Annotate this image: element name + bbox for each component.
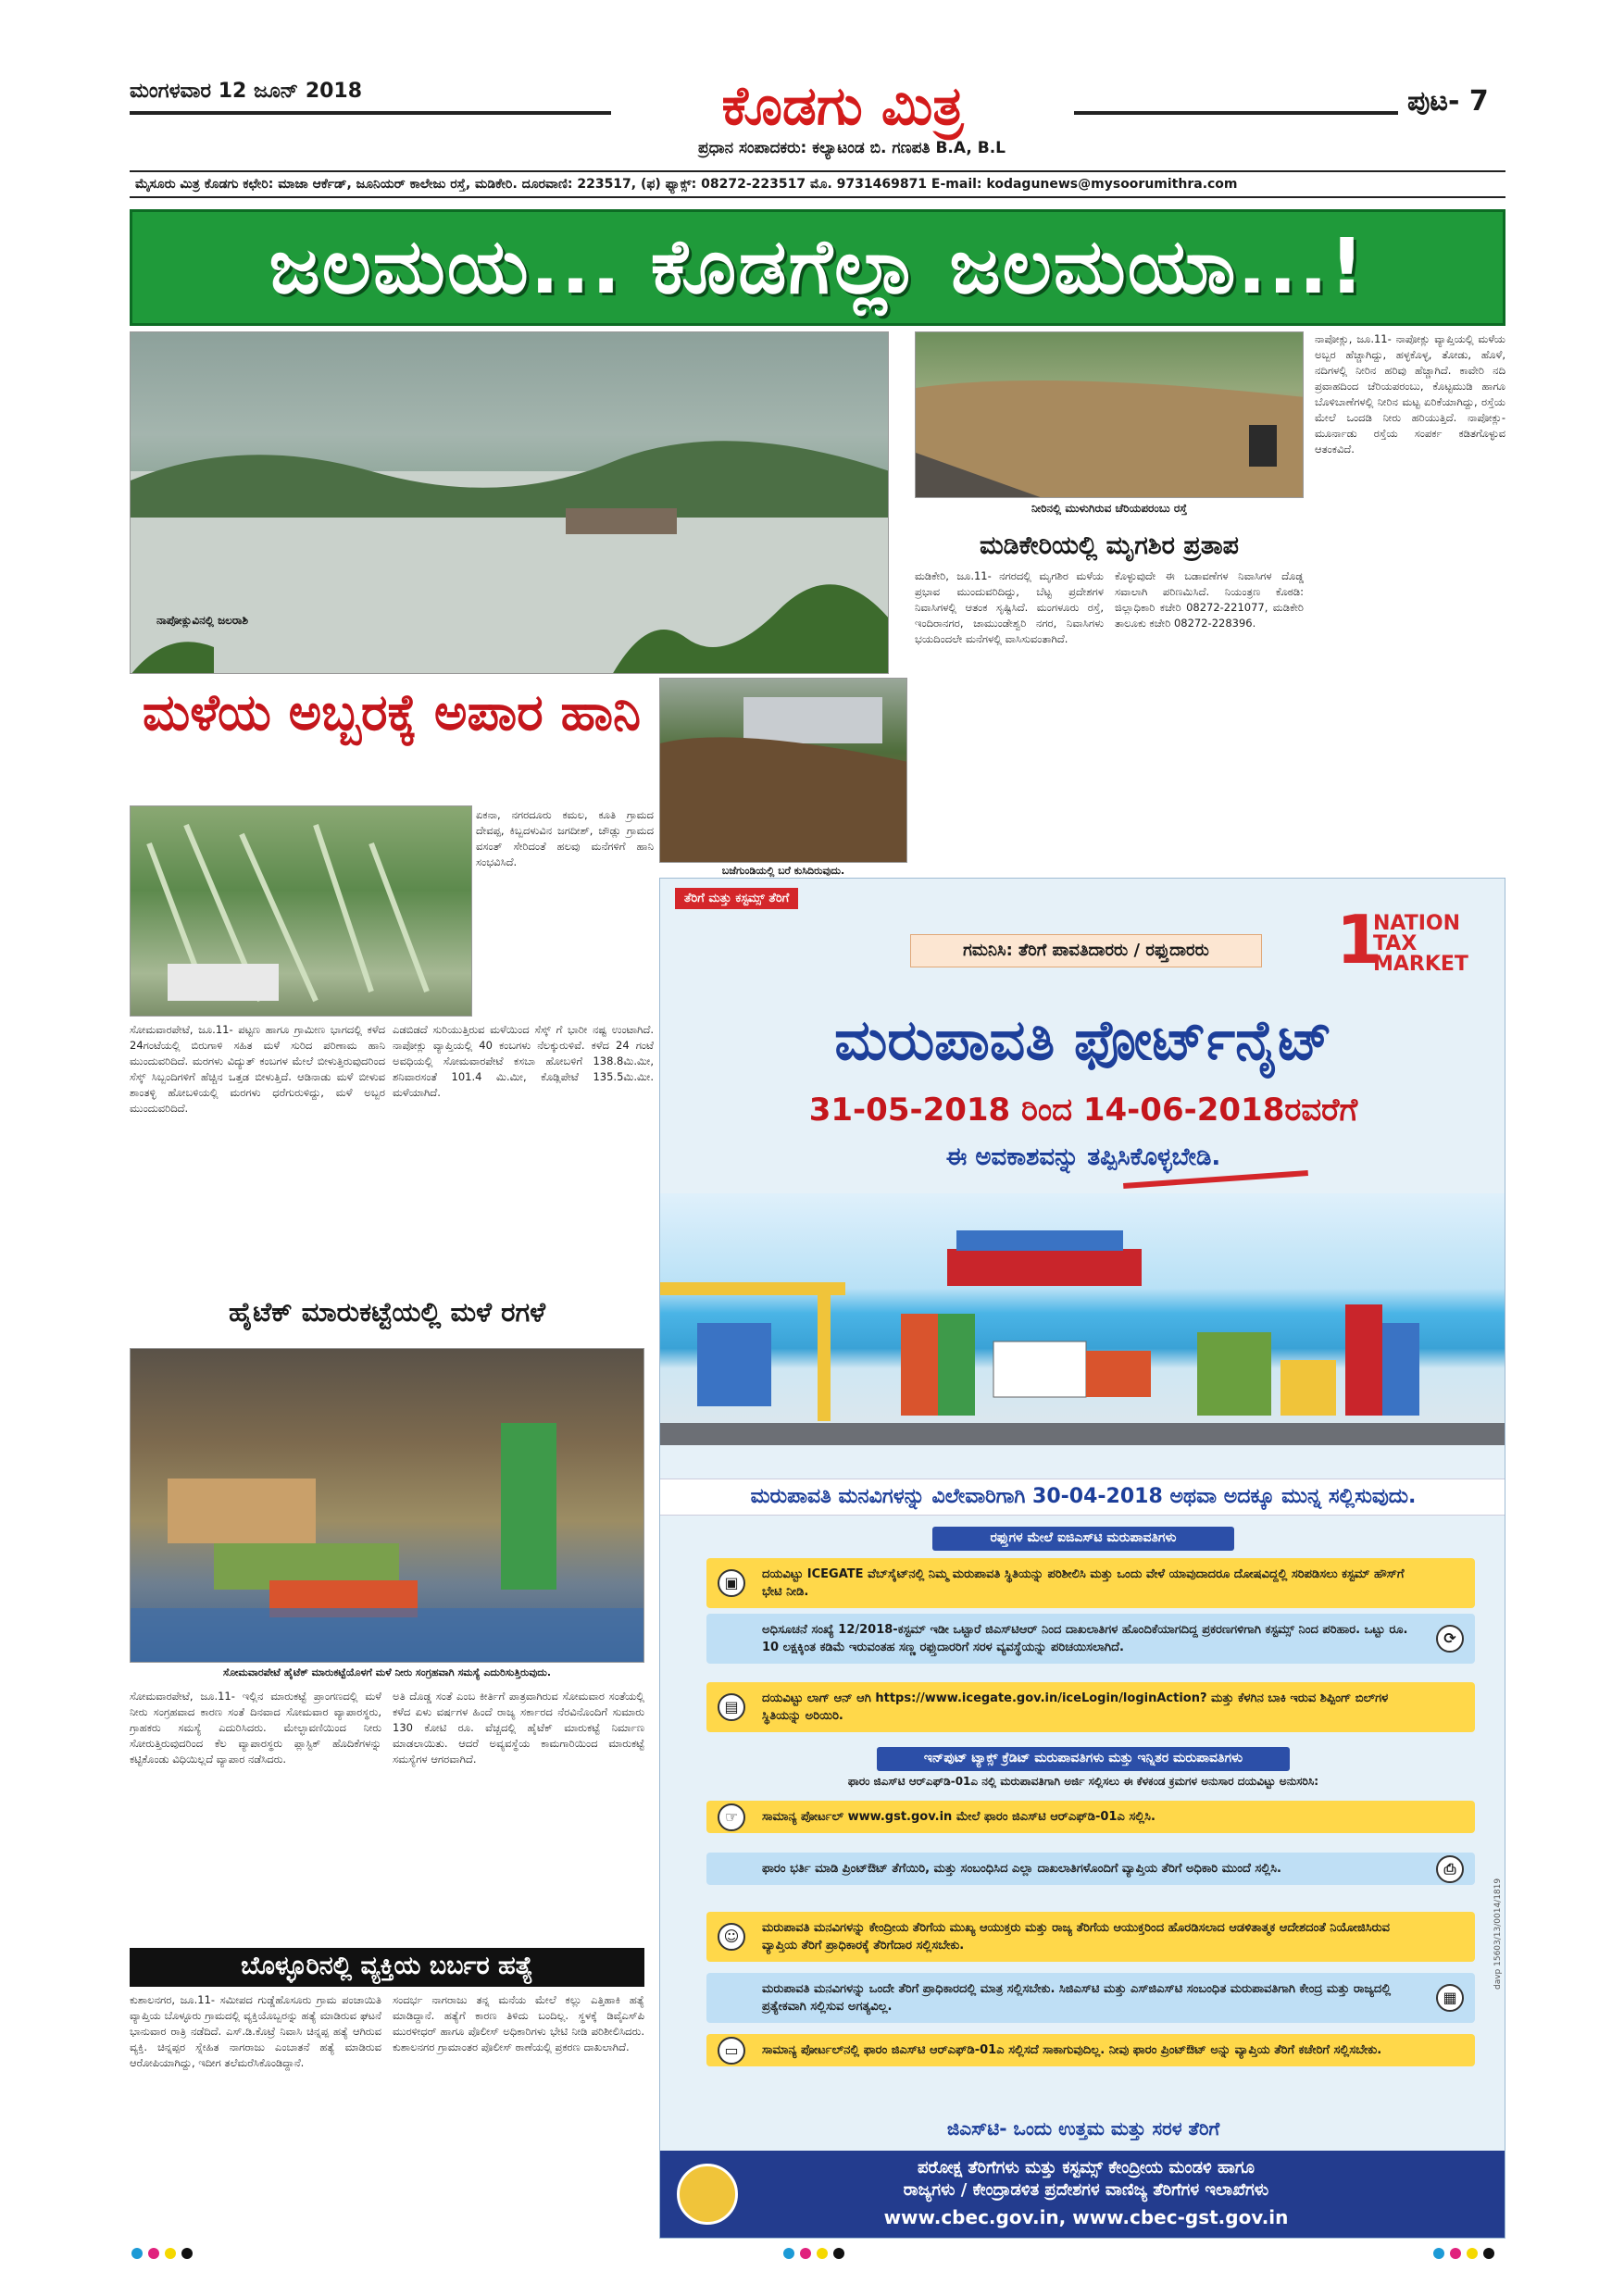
yellow-dot-icon (817, 2248, 828, 2259)
ad-top-tag: ತೆರಿಗೆ ಮತ್ತು ಕಸ್ಟಮ್ಸ್ ತೆರಿಗೆ (675, 888, 798, 909)
contact-bar: ಮೈಸೂರು ಮಿತ್ರ ಕೊಡಗು ಕಛೇರಿ: ಮಾಜಾ ಆರ್ಕೆಡ್, ಜೂನಿಯರ್ ಕಾಲೇಜು ರಸ್ತೆ, ಮಡಿಕೇರಿ. ದೂರವಾಣಿ: 223517, (ಫ) ಫ್ಯಾಕ್ಸ್: 08272-223517 ಮೊ. 9731469871 E-mail: kodagunews@mysoorumithra.com (130, 170, 1505, 198)
computer-icon: ▣ (718, 1569, 745, 1597)
flooded-road-photo (915, 331, 1304, 498)
cbec-emblem-icon (677, 2164, 738, 2225)
itc-section-label: ಇನ್‌ಪುಟ್ ಟ್ಯಾಕ್ಸ್ ಕ್ರೆಡಿಟ್ ಮರುಪಾವತಿಗಳು ಮತ್ತು ಇನ್ನಿತರ ಮರುಪಾವತಿಗಳು (877, 1747, 1290, 1771)
port-illustration (660, 1193, 1505, 1443)
yellow-dot-icon (165, 2248, 176, 2259)
masthead-rule-right (1074, 111, 1398, 115)
ad-step-gst-portal (706, 1801, 1475, 1833)
rain-damage-headline: ಮಳೆಯ ಅಬ್ಬರಕ್ಕೆ ಅಪಾರ ಹಾನಿ (142, 682, 642, 742)
rain-story-text-3: ಎಡಬಿಡದೆ ಸುರಿಯುತ್ತಿರುವ ಮಳೆಯಿಂದ ಸೆಸ್ಕ್ ಗೆ ಭಾರೀ ನಷ್ಟ ಉಂಟಾಗಿದೆ. ನಾಪೋಕ್ಲು ವ್ಯಾಪ್ತಿಯಲ್ಲಿ 40 ಕಂಬಗಳು ನೆಲಕ್ಕುರುಳಿವೆ. ಕಳೆದ 24 ಗಂಟೆ ಅವಧಿಯಲ್ಲಿ ಸೋಮವಾರಪೇಟೆ ಕಸಬಾ ಹೋಬಳಿಗೆ 138.8ಮಿ.ಮೀ, ಶನಿವಾರಸಂತೆ 101.4 ಮಿ.ಮೀ, ಕೊಡ್ಲಿಪೇಟೆ 135.5ಮಿ.ಮೀ. ಮಳೆಯಾಗಿದೆ. (393, 1023, 654, 1099)
printer-icon: ⎙ (1436, 1855, 1464, 1883)
chief-editor: ಪ್ರಧಾನ ಸಂಪಾದಕರು: ಕಲ್ಯಾಟಂಡ ಬಿ. ಗಣಪತಿ B.A, B.L (698, 139, 1006, 157)
ad-step-single-authority (706, 1973, 1475, 2023)
rain-story-text-1: ಸೋಮವಾರಪೇಟೆ, ಜೂ.11- ಪಟ್ಟಣ ಹಾಗೂ ಗ್ರಾಮೀಣ ಭಾಗದಲ್ಲಿ ಕಳೆದ 24ಗಂಟೆಯಲ್ಲಿ ಬಿರುಗಾಳಿ ಸಹಿತ ಮಳೆ ಸುರಿದ ಪರಿಣಾಮ ಹಾನಿ ಮುಂದುವರಿದಿದೆ. ಮರಗಳು ವಿದ್ಯುತ್ ಕಂಬಗಳ ಮೇಲೆ ಬೀಳುತ್ತಿರುವುದರಿಂದ ಸೆಸ್ಕ್ ಸಿಬ್ಬಂದಿಗಳಿಗೆ ಹೆಚ್ಚಿನ ಒತ್ತಡ ಬೀಳುತ್ತಿದೆ. ಆಡಿನಾಡು ಮಳೆ ಬೀಳುವ ಶಾಂತಳ್ಳಿ ಹೋಬಳಿಯಲ್ಲಿ ಮರಗಳು ಧರೆಗುರುಳಿದ್ದು, ಮಳೆ ಅಬ್ಬರ ಮುಂದುವರಿದಿದೆ. (130, 1023, 385, 1115)
issue-date: ಮಂಗಳವಾರ 12 ಜೂನ್ 2018 (130, 80, 363, 103)
ad-title: ಮರುಪಾವತಿ ಫೋರ್ಟ್‌ನೈಟ್ (834, 1008, 1332, 1073)
logo-text-1: NATION (1373, 912, 1461, 935)
icegate-login-link[interactable]: https://www.icegate.gov.in/iceLogin/loginAction? (875, 1691, 1207, 1705)
davp-code: davp 15603/13/0014/1819 (1493, 1878, 1503, 1990)
officer-icon: ☺ (718, 1923, 745, 1951)
market-story-text-2: ಅತಿ ದೊಡ್ಡ ಸಂತೆ ಎಂಬ ಕೀರ್ತಿಗೆ ಪಾತ್ರವಾಗಿರುವ ಸೋಮವಾರ ಸಂತೆಯಲ್ಲಿ ಕಳೆದ ಏಳು ವರ್ಷಗಳ ಹಿಂದೆ ರಾಜ್ಯ ಸರ್ಕಾರದ ನೆರವಿನೊಂದಿಗೆ ಸುಮಾರು 130 ಕೋಟಿ ರೂ. ವೆಚ್ಚದಲ್ಲಿ ಹೈಟೆಕ್ ಮಾರುಕಟ್ಟೆ ನಿರ್ಮಾಣ ಮಾಡಲಾಯಿತು. ಆದರೆ ಅವ್ಯವಸ್ಥೆಯ ಕಾಮಗಾರಿಯಿಂದ ಮಾರುಕಟ್ಟೆ ಸಮಸ್ಯೆಗಳ ಆಗರವಾಗಿದೆ. (393, 1690, 644, 1766)
magenta-dot-icon (800, 2248, 811, 2259)
flooded-road-art (916, 332, 1304, 498)
magenta-dot-icon (148, 2248, 159, 2259)
ad-footer-line-1: ಪರೋಕ್ಷ ತೆರಿಗೆಗಳು ಮತ್ತು ಕಸ್ಟಮ್ಸ್ ಕೇಂದ್ರೀಯ ಮಂಡಳಿ ಹಾಗೂ (917, 2158, 1255, 2177)
market-headline: ಹೈಟೆಕ್ ಮಾರುಕಟ್ಟೆಯಲ್ಲಿ ಮಳೆ ರಗಳೆ (228, 1296, 546, 1328)
madikeri-story-text-2: ಕೊಳ್ಳುವುದೇ ಈ ಬಡಾವಣೆಗಳ ನಿವಾಸಿಗಳ ದೊಡ್ಡ ಸವಾಲಾಗಿ ಪರಿಣಮಿಸಿದೆ. ನಿಯಂತ್ರಣ ಕೊಠಡಿ: ಜಿಲ್ಲಾಧಿಕಾರಿ ಕಚೇರಿ 08272-221077, ಮಡಿಕೇರಿ ತಾಲೂಕು ಕಚೇರಿ 08272-228396. (1115, 569, 1304, 630)
murder-headline: ಬೊಳ್ಳೂರಿನಲ್ಲಿ ವ್ಯಕ್ತಿಯ ಬರ್ಬರ ಹತ್ಯೆ (130, 1948, 644, 1987)
port-illustration-art (660, 1193, 1505, 1443)
black-dot-icon (833, 2248, 844, 2259)
cyan-dot-icon (783, 2248, 794, 2259)
ad-step-suffix: ಮೇಲೆ ಫಾರಂ ಜಿಎಸ್‌ಟಿ ಆರ್‌ಎಫ್‌ಡಿ-01ಎ ಸಲ್ಲಿಸಿ. (956, 1810, 1156, 1824)
newspaper-title: ಕೊಡಗು ಮಿತ್ರ (721, 74, 964, 137)
itc-section-subtitle: ಫಾರಂ ಜಿಎಸ್‌ಟಿ ಆರ್‌ಎಫ್‌ಡಿ-01ಎ ನಲ್ಲಿ ಮರುಪಾವತಿಗಾಗಿ ಅರ್ಜಿ ಸಲ್ಲಿಸಲು ಈ ಕೆಳಕಂಡ ಕ್ರಮಗಳ ಅನುಸಾರ ದಯವಿಟ್ಟು ಅನುಸರಿಸಿ: (847, 1775, 1319, 1788)
cyan-dot-icon (131, 2248, 143, 2259)
document-icon: ▦ (1436, 1984, 1464, 2012)
ad-footer-line-2: ರಾಜ್ಯಗಳು / ಕೇಂದ್ರಾಡಳಿತ ಪ್ರದೇಶಗಳ ವಾಣಿಜ್ಯ ತೆರಿಗೆಗಳ ಇಲಾಖೆಗಳು (903, 2180, 1269, 2200)
ad-footer-websites[interactable]: www.cbec.gov.in, www.cbec-gst.gov.in (883, 2206, 1289, 2228)
market-photo-caption: ಸೋಮವಾರಪೇಟೆ ಹೈಟೆಕ್ ಮಾರುಕಟ್ಟೆಯೊಳಗೆ ಮಳೆ ನೀರು ಸಂಗ್ರಹವಾಗಿ ಸಮಸ್ಯೆ ಎದುರಿಸುತ್ತಿರುವುದು. (222, 1666, 552, 1678)
yellow-dot-icon (1467, 2248, 1478, 2259)
ad-step-printout (706, 1853, 1475, 1885)
black-dot-icon (181, 2248, 193, 2259)
ad-step-suffix: ಮತ್ತು ಕೆಳಗಿನ ಬಾಕಿ ಇರುವ ಶಿಪ್ಪಿಂಗ್ ಬಿಲ್‌ಗಳ ಸ್ಥಿತಿಯನ್ನು ಅರಿಯಿರಿ. (762, 1691, 1389, 1723)
ad-step-text: ದಯವಿಟ್ಟು ICEGATE ವೆಬ್‌ಸೈಟ್‌ನಲ್ಲಿ ನಿಮ್ಮ ಮರುಪಾವತಿ ಸ್ಥಿತಿಯನ್ನು ಪರಿಶೀಲಿಸಿ ಮತ್ತು ಒಂದು ವೇಳೆ ಯಾವುದಾದರೂ ದೋಷವಿದ್ದಲ್ಲಿ ಸರಿಪಡಿಸಲು ಕಸ್ಟಮ್ ಹೌಸ್‌ಗೆ ಭೇಟಿ ನೀಡಿ. (762, 1567, 1405, 1599)
hand-pointer-icon: ☞ (718, 1803, 745, 1831)
logo-number: 1 (1336, 901, 1383, 979)
napoklu-story-text: ನಾಪೋಕ್ಲು, ಜೂ.11- ನಾಪೋಕ್ಲು ವ್ಯಾಪ್ತಿಯಲ್ಲಿ ಮಳೆಯ ಅಬ್ಬರ ಹೆಚ್ಚಾಗಿದ್ದು, ಹಳ್ಳಕೊಳ್ಳ, ತೋಡು, ಹೊಳೆ, ನದಿಗಳಲ್ಲಿ ನೀರಿನ ಹರಿವು ಹೆಚ್ಚಾಗಿದೆ. ಕಾವೇರಿ ನದಿ ಪ್ರವಾಹದಿಂದ ಚೆರಿಯಪರಂಬು, ಕೊಟ್ಟಮುಡಿ ಹಾಗೂ ಬೊಳಿಬಾಣೆಗಳಲ್ಲಿ ನೀರಿನ ಮಟ್ಟ ಏರಿಕೆಯಾಗಿದ್ದು, ರಸ್ತೆಯ ಮೇಲೆ ಒಂದಡಿ ನೀರು ಹರಿಯುತ್ತಿದೆ. ನಾಪೋಕ್ಲು-ಮೂರ್ನಾಡು ರಸ್ತೆಯ ಸಂಪರ್ಕ ಕಡಿತಗೊಳ್ಳುವ ಆತಂಕವಿದೆ. (1315, 332, 1505, 455)
murder-story-text-2: ಸಂದರ್ಭ ನಾಗರಾಜು ತನ್ನ ಮನೆಯ ಮೇಲೆ ಕಲ್ಲು ಎತ್ತಿಹಾಕಿ ಹತ್ಯೆ ಮಾಡಿದ್ದಾನೆ. ಹತ್ಯೆಗೆ ಕಾರಣ ತಿಳಿದು ಬಂದಿಲ್ಲ. ಸ್ಥಳಕ್ಕೆ ಡಿವೈಎಸ್‌ಪಿ ಮುರಳೀಧರ್ ಹಾಗೂ ಪೊಲೀಸ್ ಅಧಿಕಾರಿಗಳು ಭೇಟಿ ನೀಡಿ ಪರಿಶೀಲಿಸಿದರು. ಕುಶಾಲನಗರ ಗ್ರಾಮಾಂತರ ಪೊಲೀಸ್ ಠಾಣೆಯಲ್ಲಿ ಪ್ರಕರಣ ದಾಖಲಾಗಿದೆ. (393, 1993, 644, 2053)
logo-text-3: MARKET (1373, 953, 1468, 976)
refresh-icon: ⟳ (1436, 1625, 1464, 1653)
black-dot-icon (1483, 2248, 1494, 2259)
ad-deadline-band: ಮರುಪಾವತಿ ಮನವಿಗಳನ್ನು ವಿಲೇವಾರಿಗಾಗಿ 30-04-2018 ಅಥವಾ ಅದಕ್ಕೂ ಮುನ್ನ ಸಲ್ಲಿಸುವುದು. (660, 1479, 1505, 1516)
ad-step-text: ಮರುಪಾವತಿ ಮನವಿಗಳನ್ನು ಒಂದೇ ತೆರಿಗೆ ಪ್ರಾಧಿಕಾರದಲ್ಲಿ ಮಾತ್ರ ಸಲ್ಲಿಸಬೇಕು. ಸಿಜಿಎಸ್‌ಟಿ ಮತ್ತು ಎಸ್‌ಜಿಎಸ್‌ಟಿ ಸಂಬಂಧಿತ ಮರುಪಾವತಿಗಾಗಿ ಕೇಂದ್ರ ಮತ್ತು ರಾಜ್ಯದಲ್ಲಿ ಪ್ರತ್ಯೇಕವಾಗಿ ಸಲ್ಲಿಸುವ ಅಗತ್ಯವಿಲ್ಲ. (762, 1982, 1392, 2014)
ad-step-text: ಅಧಿಸೂಚನೆ ಸಂಖ್ಯೆ 12/2018-ಕಸ್ಟಮ್ ಇಡೀ ಒಟ್ಟಾರೆ ಜಿಎಸ್‌ಟಿಆರ್ ನಿಂದ ದಾಖಲಾತಿಗಳ ಹೊಂದಿಕೆಯಾಗದಿದ್ದ ಪ್ರಕರಣಗಳಿಗಾಗಿ ಕಸ್ಟಮ್ಸ್ ನಿಂದ ಪರಿಹಾರ. ಒಟ್ಟು ರೂ. 10 ಲಕ್ಷಕ್ಕಿಂತ ಕಡಿಮೆ ಇರುವಂತಹ ಸಣ್ಣ ರಫ್ತುದಾರರಿಗೆ ಸರಳ ವ್ಯವಸ್ಥೆಯನ್ನು ಪರಿಚಯಿಸಲಾಗಿದೆ. (762, 1623, 1408, 1654)
madikeri-story-text-1: ಮಡಿಕೇರಿ, ಜೂ.11- ನಗರದಲ್ಲಿ ಮೃಗಶಿರ ಮಳೆಯ ಪ್ರಭಾವ ಮುಂದುವರಿದಿದ್ದು, ಬೆಟ್ಟ ಪ್ರದೇಶಗಳ ನಿವಾಸಿಗಳಲ್ಲಿ ಆತಂಕ ಸೃಷ್ಟಿಸಿದೆ. ಮಂಗಳೂರು ರಸ್ತೆ, ಇಂದಿರಾನಗರ, ಚಾಮುಂಡೇಶ್ವರಿ ನಗರ, ನಿವಾಸಿಗಳು ಭಯದಿಂದಲೇ ಮನೆಗಳಲ್ಲಿ ವಾಸಿಸುವಂತಾಗಿದೆ. (915, 569, 1104, 645)
cyan-dot-icon (1433, 2248, 1444, 2259)
color-registration-marks-center (783, 2248, 844, 2259)
ad-step-jurisdiction (706, 1912, 1475, 1962)
ad-step-text: ಫಾರಂ ಭರ್ತಿ ಮಾಡಿ ಪ್ರಿಂಟ್‌ಔಟ್ ತೆಗೆಯಿರಿ, ಮತ್ತು ಸಂಬಂಧಿಸಿದ ಎಲ್ಲಾ ದಾಖಲಾತಿಗಳೊಂದಿಗೆ ವ್ಯಾಪ್ತಿಯ ತೆರಿಗೆ ಅಧಿಕಾರಿ ಮುಂದೆ ಸಲ್ಲಿಸಿ. (762, 1862, 1281, 1876)
fallen-tree-art (131, 806, 472, 1017)
ad-notice: ಗಮನಿಸಿ: ತೆರಿಗೆ ಪಾವತಿದಾರರು / ರಫ್ತುದಾರರು (910, 934, 1262, 967)
ad-footer (660, 2151, 1505, 2239)
madikeri-headline: ಮಡಿಕೇರಿಯಲ್ಲಿ ಮೃಗಶಿರ ಪ್ರತಾಪ (980, 531, 1239, 560)
rain-story-text-2: ಏಕನಾ, ನಗರದೂರು ಕಮಲ, ಕೂತಿ ಗ್ರಾಮದ ದೇವಪ್ಪ, ಕಿಬ್ಬದಳುವಿನ ಜಗದೀಶ್, ಚೌಡ್ಲು ಗ್ರಾಮದ ವಸಂತ್ ಸೇರಿದಂತೆ ಹಲವು ಮನೆಗಳಿಗೆ ಹಾನಿ ಸಂಭವಿಸಿದೆ. (476, 808, 654, 868)
gst-portal-link[interactable]: www.gst.gov.in (847, 1810, 953, 1824)
page-number: ಪುಟ- 7 (1407, 85, 1489, 118)
ad-underline-stroke (1123, 1170, 1308, 1189)
flood-photo-caption: ನಾಪೋಕ್ಲುವಿನಲ್ಲಿ ಜಲರಾಶಿ (156, 614, 249, 627)
logo-text-2: TAX (1373, 932, 1418, 955)
desktop-icon: ▭ (718, 2037, 745, 2065)
ad-step-text: ಸಾಮಾನ್ಯ ಪೋರ್ಟಲ್‌ನಲ್ಲಿ ಫಾರಂ ಜಿಎಸ್‌ಟಿ ಆರ್‌ಎಫ್‌ಡಿ-01ಎ ಸಲ್ಲಿಸದೆ ಸಾಕಾಗುವುದಿಲ್ಲ. ನೀವು ಫಾರಂ ಪ್ರಿಂಟ್‌ಔಟ್ ಅನ್ನು ವ್ಯಾಪ್ತಿಯ ತೆರಿಗೆ ಕಚೇರಿಗೆ ಸಲ್ಲಿಸಬೇಕು. (762, 2043, 1382, 2057)
ad-step-icegate-login (706, 1682, 1475, 1732)
ad-step-prefix: ದಯವಿಟ್ಟು ಲಾಗ್ ಆನ್ ಆಗಿ (762, 1691, 871, 1705)
market-art (131, 1349, 644, 1663)
magenta-dot-icon (1450, 2248, 1461, 2259)
color-registration-marks-left (131, 2248, 193, 2259)
lead-headline-banner (130, 209, 1505, 326)
fallen-tree-photo (130, 805, 472, 1017)
ad-step-submit-print (706, 2034, 1475, 2066)
ad-dates: 31-05-2018 ರಿಂದ 14-06-2018ರವರೆಗೆ (808, 1092, 1358, 1129)
market-story-text-1: ಸೋಮವಾರಪೇಟೆ, ಜೂ.11- ಇಲ್ಲಿನ ಮಾರುಕಟ್ಟೆ ಪ್ರಾಂಗಣದಲ್ಲಿ ಮಳೆ ನೀರು ಸಂಗ್ರಹವಾದ ಕಾರಣ ಸಂತೆ ದಿನವಾದ ಸೋಮವಾರ ವ್ಯಾಪಾರಸ್ಥರು, ಗ್ರಾಹಕರು ಸಮಸ್ಯೆ ಎದುರಿಸಿದರು. ಮೇಲ್ಛಾವಣಿಯಿಂದ ನೀರು ಸೋರುತ್ತಿರುವುದರಿಂದ ಕೆಲ ವ್ಯಾಪಾರಸ್ಥರು ಪ್ಲಾಸ್ಟಿಕ್ ಹೊದಿಕೆಗಳನ್ನು ಕಟ್ಟಿಕೊಂಡು ವಿಧಿಯಿಲ್ಲದೆ ವ್ಯಾಪಾರ ನಡೆಸಿದರು. (130, 1690, 381, 1766)
market-photo (130, 1348, 644, 1663)
masthead-rule-left (130, 111, 611, 115)
ad-step-icegate-status (706, 1558, 1475, 1608)
ad-step-prefix: ಸಾಮಾನ್ಯ ಪೋರ್ಟಲ್ (762, 1810, 844, 1824)
flood-photo (130, 331, 889, 674)
color-registration-marks-right (1433, 2248, 1494, 2259)
lead-headline: ಜಲಮಯ... ಕೊಡಗೆಲ್ಲಾ ಜಲಮಯಾ...! (269, 223, 1367, 311)
export-igst-section-label: ರಫ್ತುಗಳ ಮೇಲೆ ಐಜಿಎಸ್‌ಟಿ ಮರುಪಾವತಿಗಳು (932, 1527, 1234, 1551)
gst-refund-advertisement (659, 878, 1505, 2239)
ad-step-text: ಮರುಪಾವತಿ ಮನವಿಗಳನ್ನು ಕೇಂದ್ರೀಯ ತೆರಿಗೆಯ ಮುಖ್ಯ ಆಯುಕ್ತರು ಮತ್ತು ರಾಜ್ಯ ತೆರಿಗೆಯ ಆಯುಕ್ತರಿಂದ ಹೊರಡಿಸಲಾದ ಆಡಳಿತಾತ್ಮಕ ಆದೇಶದಂತೆ ನಿಯೋಜಿಸಿರುವ ವ್ಯಾಪ್ತಿಯ ತೆರಿಗೆ ಪ್ರಾಧಿಕಾರಕ್ಕೆ ತೆರಿಗೆದಾರ ಸಲ್ಲಿಸಬೇಕು. (762, 1921, 1390, 1953)
murder-story-text-1: ಕುಶಾಲನಗರ, ಜೂ.11- ಸಮೀಪದ ಗುಡ್ಡೆಹೊಸೂರು ಗ್ರಾಮ ಪಂಚಾಯಿತಿ ವ್ಯಾಪ್ತಿಯ ಬೊಳ್ಳೂರು ಗ್ರಾಮದಲ್ಲಿ ವ್ಯಕ್ತಿಯೊಬ್ಬರನ್ನು ಹತ್ಯೆ ಮಾಡಿರುವ ಘಟನೆ ಭಾನುವಾರ ರಾತ್ರಿ ನಡೆದಿದೆ. ಎಸ್.ಡಿ.ಕೊಟ್ರೆ ನಿವಾಸಿ ಚಿನ್ನಪ್ಪ ಹತ್ಯೆ ಆಗಿರುವ ವ್ಯಕ್ತಿ. ಚಿನ್ನಪ್ಪರ ಸ್ನೇಹಿತ ನಾಗರಾಜು ಎಂಬಾತನೆ ಹತ್ಯೆ ಮಾಡಿರುವ ಆರೋಪಿಯಾಗಿದ್ದು, ಇದೀಗ ತಲೆಮರೆಸಿಕೊಂಡಿದ್ದಾನೆ. (130, 1993, 381, 2069)
ad-step-notification (706, 1614, 1475, 1664)
gst-slogan: ಜಿಎಸ್‌ಟಿ- ಒಂದು ಉತ್ತಮ ಮತ್ತು ಸರಳ ತೆರಿಗೆ (946, 2117, 1220, 2140)
one-nation-tax-logo (1336, 901, 1493, 980)
ad-tagline: ಈ ಅವಕಾಶವನ್ನು ತಪ್ಪಿಸಿಕೊಳ್ಳಬೇಡಿ. (945, 1143, 1221, 1171)
landslide-art (660, 679, 907, 863)
monitor-icon: ▤ (718, 1693, 745, 1721)
landslide-photo (659, 678, 907, 863)
landslide-caption: ಬಜೆಗುಂಡಿಯಲ್ಲಿ ಬರೆ ಕುಸಿದಿರುವುದು. (721, 865, 845, 877)
flooded-road-caption: ನೀರಿನಲ್ಲಿ ಮುಳುಗಿರುವ ಚೆರಿಯಪರಂಬು ರಸ್ತೆ (1031, 502, 1188, 515)
port-road (660, 1423, 1505, 1445)
